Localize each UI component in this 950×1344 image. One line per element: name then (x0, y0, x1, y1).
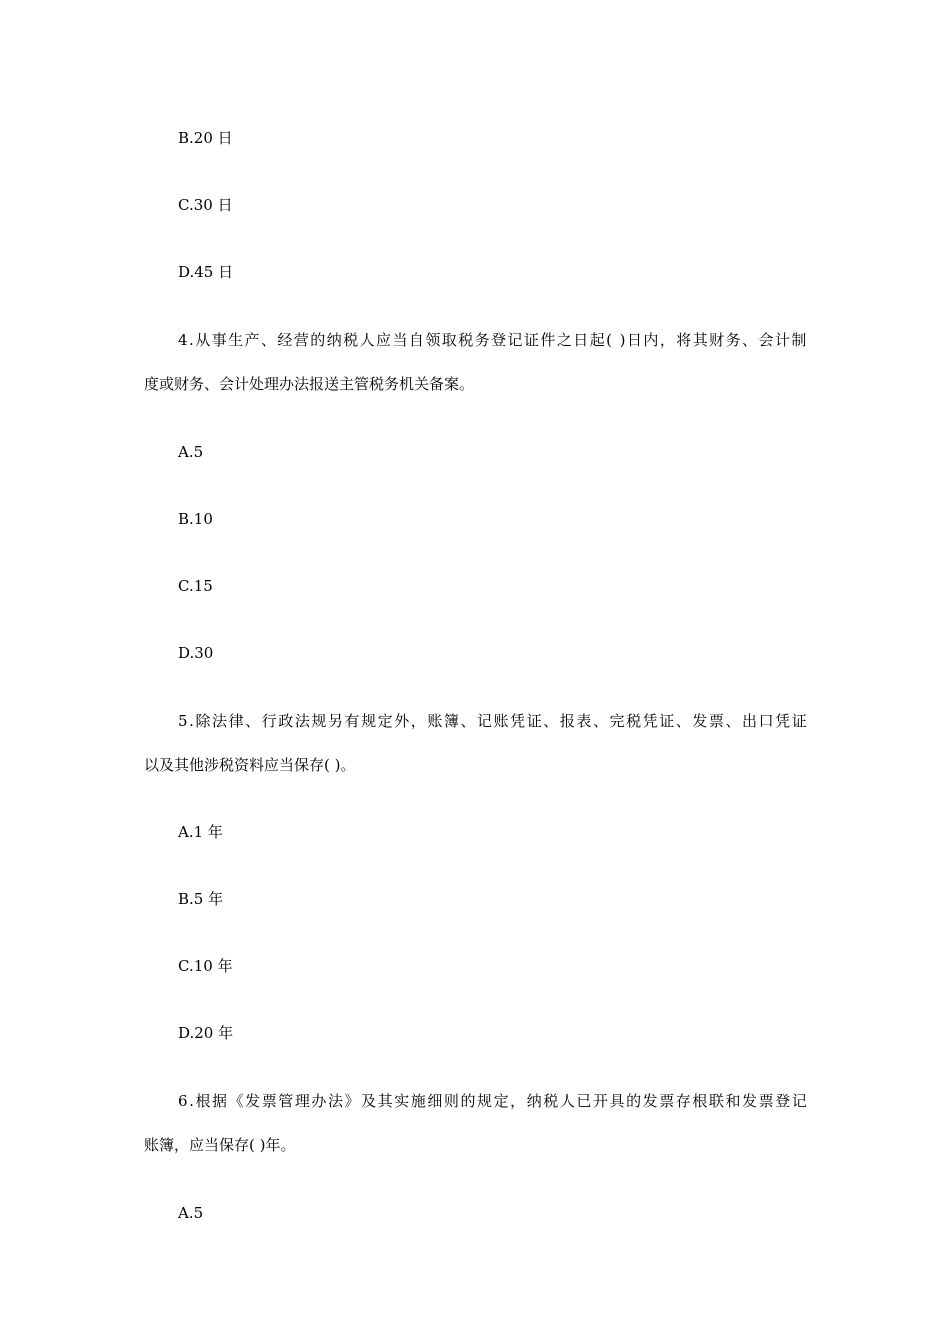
question-5-option-a: A.1 年 (178, 823, 223, 841)
question-6-line-1: 6.根据《发票管理办法》及其实施细则的规定，纳税人已开具的发票存根联和发票登记 (178, 1092, 809, 1110)
question-5-option-d: D.20 年 (178, 1024, 234, 1042)
question-4-option-d: D.30 (178, 644, 214, 662)
option-b: B.20 日 (178, 129, 233, 147)
question-5-line-2: 以及其他涉税资料应当保存( )。 (144, 756, 356, 774)
question-5-line-1: 5.除法律、行政法规另有规定外，账簿、记账凭证、报表、完税凭证、发票、出口凭证 (178, 712, 809, 730)
question-4-option-c: C.15 (178, 577, 213, 595)
question-6-line-2: 账簿，应当保存( )年。 (144, 1136, 296, 1154)
question-4-option-a: A.5 (178, 443, 204, 461)
option-c: C.30 日 (178, 196, 233, 214)
question-4-option-b: B.10 (178, 510, 213, 528)
question-4-line-1: 4.从事生产、经营的纳税人应当自领取税务登记证件之日起( )日内，将其财务、会计制 (178, 331, 808, 349)
question-4-line-2: 度或财务、会计处理办法报送主管税务机关备案。 (144, 375, 475, 393)
question-6-option-a: A.5 (178, 1204, 204, 1222)
question-5-option-c: C.10 年 (178, 957, 233, 975)
question-5-option-b: B.5 年 (178, 890, 224, 908)
option-d: D.45 日 (178, 263, 234, 281)
